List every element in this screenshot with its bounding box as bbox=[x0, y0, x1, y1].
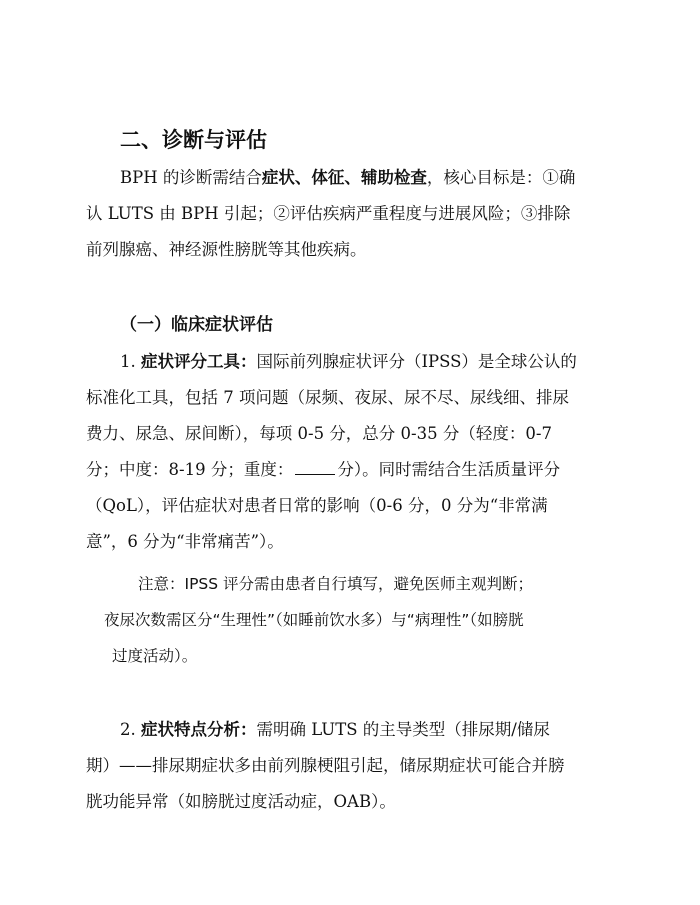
item-1-number: 1. bbox=[120, 352, 141, 371]
intro-paragraph bbox=[86, 160, 626, 268]
intro-line-1 bbox=[86, 160, 626, 196]
item-1-line-1 bbox=[86, 344, 626, 380]
item-2-paragraph bbox=[86, 712, 626, 820]
item-2-line-3: 胱功能异常（如膀胱过度活动症，OAB）。 bbox=[86, 792, 396, 811]
item-1-text-4b: 分）。同时需结合生活质量评分 bbox=[337, 460, 561, 479]
intro-text-a: BPH 的诊断需结合 bbox=[120, 168, 262, 187]
item-1-line-4 bbox=[86, 452, 626, 488]
item-1-text-1: 国际前列腺症状评分（IPSS）是全球公认的 bbox=[256, 352, 577, 371]
intro-text-c: ，核心目标是：①确 bbox=[426, 168, 576, 187]
item-2-title: 症状特点分析： bbox=[141, 720, 257, 739]
item-2-line-2: 期）——排尿期症状多由前列腺梗阻引起，储尿期症状可能合并膀 bbox=[86, 756, 565, 775]
item-1-paragraph bbox=[86, 344, 626, 560]
note-line-3: 过度活动）。 bbox=[112, 647, 198, 665]
note-line-1: 注意：IPSS 评分需由患者自行填写，避免医师主观判断； bbox=[138, 575, 534, 593]
fill-in-blank bbox=[295, 460, 335, 475]
intro-line-2: 认 LUTS 由 BPH 引起；②评估疾病严重程度与进展风险；③排除 bbox=[86, 204, 571, 223]
note-paragraph bbox=[104, 566, 624, 674]
item-2-text-1: 需明确 LUTS 的主导类型（排尿期/储尿 bbox=[256, 720, 550, 739]
item-2-number: 2. bbox=[120, 720, 141, 739]
item-1-line-2: 标准化工具，包括 7 项问题（尿频、夜尿、尿不尽、尿线细、排尿 bbox=[86, 388, 569, 407]
intro-line-3: 前列腺癌、神经源性膀胱等其他疾病。 bbox=[86, 240, 367, 259]
item-1-text-4a: 分；中度：8-19 分；重度： bbox=[86, 460, 294, 479]
item-2-line-1 bbox=[86, 712, 626, 748]
note-line-2: 夜尿次数需区分“生理性”（如睡前饮水多）与“病理性”（如膀胱 bbox=[104, 611, 524, 629]
subsection-heading: （一）临床症状评估 bbox=[120, 315, 273, 335]
section-heading: 二、诊断与评估 bbox=[120, 128, 267, 152]
item-1-line-3: 费力、尿急、尿间断），每项 0-5 分，总分 0-35 分（轻度：0-7 bbox=[86, 424, 552, 443]
item-1-title: 症状评分工具： bbox=[141, 352, 257, 371]
item-1-line-6: 意”，6 分为“非常痛苦”）。 bbox=[86, 532, 284, 551]
item-1-line-5: （QoL），评估症状对患者日常的影响（0-6 分，0 分为“非常满 bbox=[86, 496, 548, 515]
intro-emphasis: 症状、体征、辅助检查 bbox=[261, 168, 427, 187]
